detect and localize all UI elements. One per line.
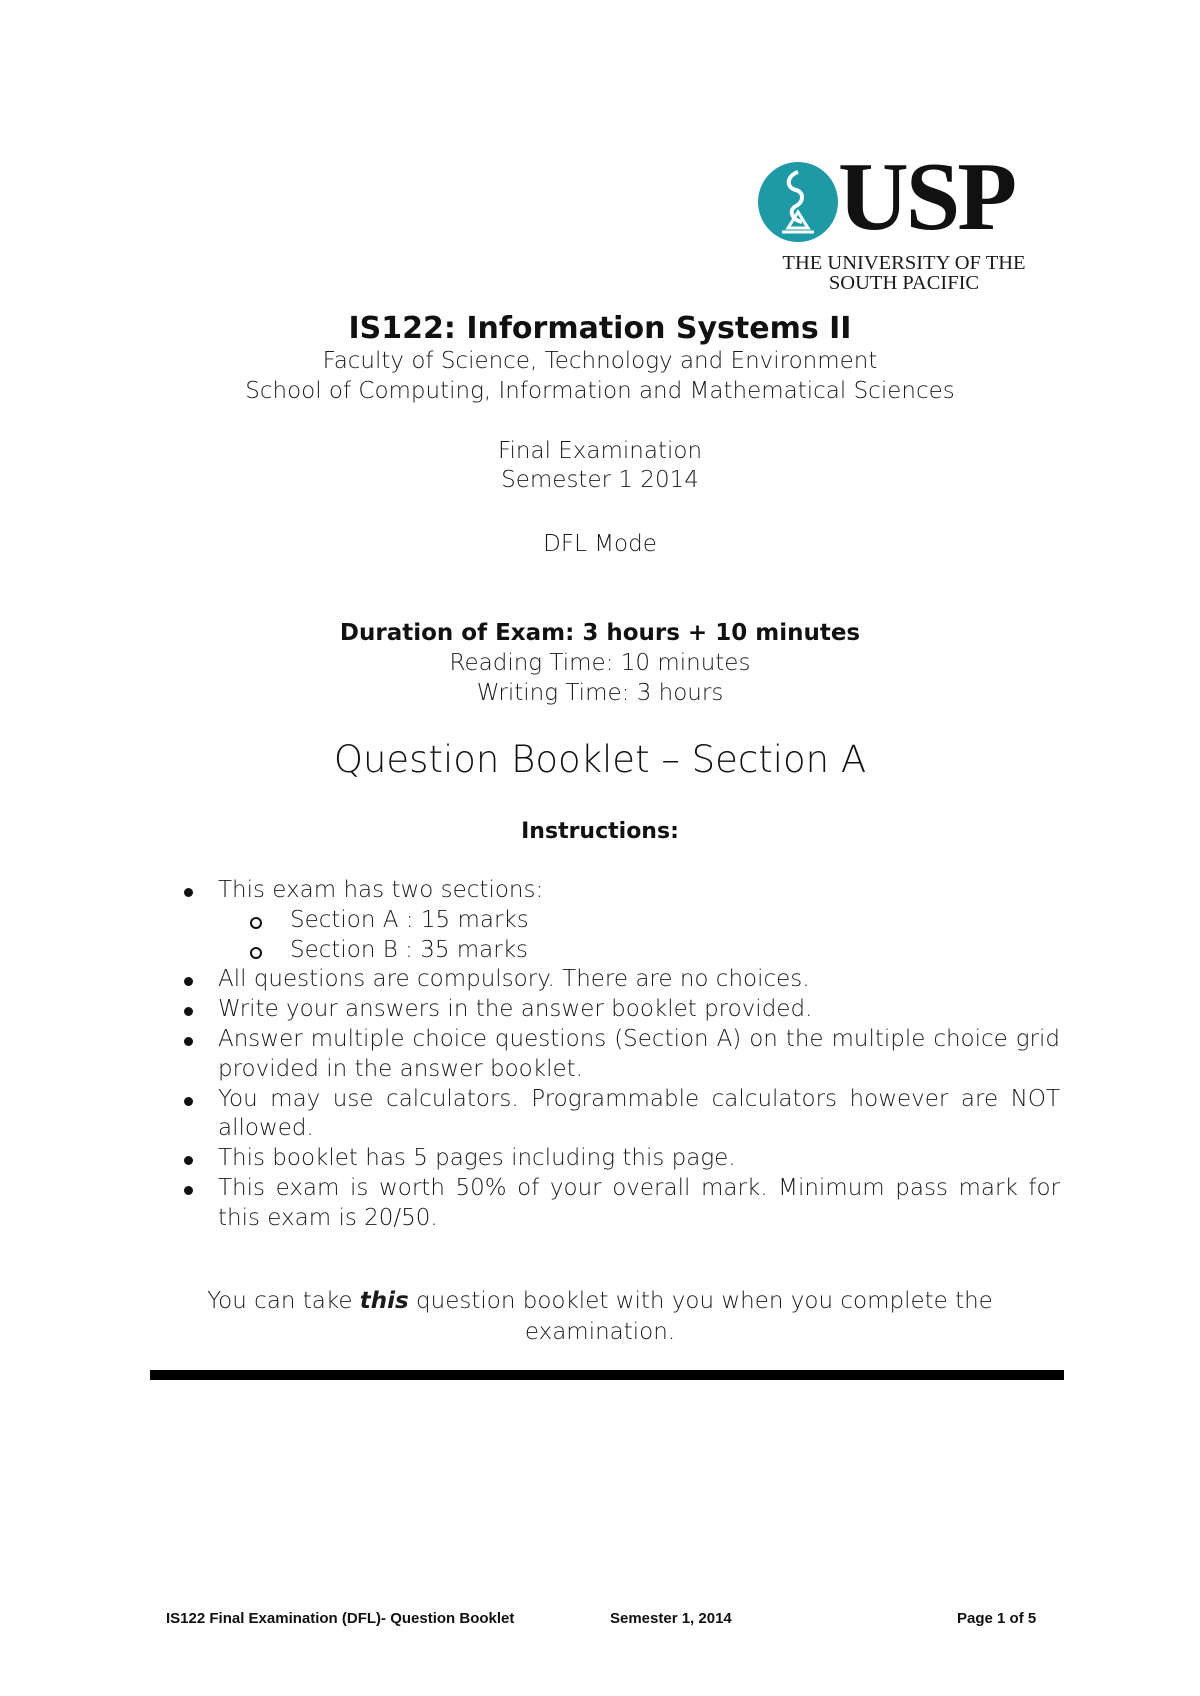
usp-logo <box>758 143 1048 294</box>
note-emphasis: this <box>359 1288 409 1314</box>
instruction-item <box>182 1144 1060 1174</box>
instruction-item <box>182 1025 1060 1085</box>
instruction-item <box>182 876 1060 965</box>
note-after: question booklet with you when you complete the examination. <box>408 1288 993 1345</box>
usp-emblem-icon <box>758 162 838 242</box>
course-title: IS122: Information Systems II <box>348 311 852 346</box>
bullet-icon <box>184 888 193 897</box>
bullet-icon <box>184 1156 193 1165</box>
booklet-note <box>190 1286 1010 1348</box>
exam-duration: Duration of Exam: 3 hours + 10 minutes <box>339 620 861 646</box>
bullet-icon <box>184 977 193 986</box>
instruction-item <box>182 995 1060 1025</box>
circle-bullet-icon <box>250 947 262 959</box>
logo-line-2: SOUTH PACIFIC <box>828 272 980 294</box>
sections-sublist <box>218 906 1060 966</box>
sub-item <box>218 936 1060 966</box>
instruction-item <box>182 1085 1060 1145</box>
footer-page-number: Page 1 of 5 <box>957 1610 1037 1627</box>
writing-time: Writing Time: 3 hours <box>476 680 724 706</box>
school-name: School of Computing, Information and Mathematical Sciences <box>245 378 955 404</box>
exam-type: Final Examination <box>497 438 703 464</box>
instruction-item <box>182 1174 1060 1234</box>
bullet-icon <box>184 1007 193 1016</box>
logo-line-1: THE UNIVERSITY OF THE <box>782 252 1026 274</box>
reading-time: Reading Time: 10 minutes <box>449 650 751 676</box>
instruction-text: You may use calculators. Programmable calculators however are NOT allowed. <box>218 1085 1060 1142</box>
footer-semester: Semester 1, 2014 <box>610 1610 732 1627</box>
logo-abbrev: USP <box>838 143 1015 251</box>
instruction-text: This exam has two sections: <box>218 877 544 903</box>
sub-item <box>218 906 1060 936</box>
instruction-text: This booklet has 5 pages including this page. <box>218 1145 736 1172</box>
horizontal-rule <box>150 1370 1064 1380</box>
instruction-text: All questions are compulsory. There are no choices. <box>218 966 810 993</box>
instruction-text: Write your answers in the answer booklet provided. <box>218 996 813 1023</box>
faculty-name: Faculty of Science, Technology and Environment <box>322 348 878 374</box>
semester: Semester 1 2014 <box>501 467 699 493</box>
circle-bullet-icon <box>250 917 262 929</box>
bullet-icon <box>184 1037 193 1046</box>
bullet-icon <box>184 1097 193 1106</box>
instruction-text: This exam is worth 50% of your overall mark. Minimum pass mark for this exam is 20/50. <box>218 1174 1060 1231</box>
exam-mode: DFL Mode <box>543 531 657 557</box>
footer-title: IS122 Final Examination (DFL)- Question Booklet <box>166 1610 515 1627</box>
instructions-heading: Instructions: <box>521 819 679 844</box>
bullet-icon <box>184 1186 193 1195</box>
instruction-item <box>182 965 1060 995</box>
booklet-title: Question Booklet – Section A <box>333 738 867 781</box>
instruction-text: Answer multiple choice questions (Section A) on the multiple choice grid provided in the answer booklet. <box>218 1025 1060 1082</box>
sub-item-text: Section B : 35 marks <box>290 936 529 963</box>
sub-item-text: Section A : 15 marks <box>290 906 529 933</box>
instructions-list <box>182 876 1060 1234</box>
note-before: You can take <box>207 1288 360 1314</box>
